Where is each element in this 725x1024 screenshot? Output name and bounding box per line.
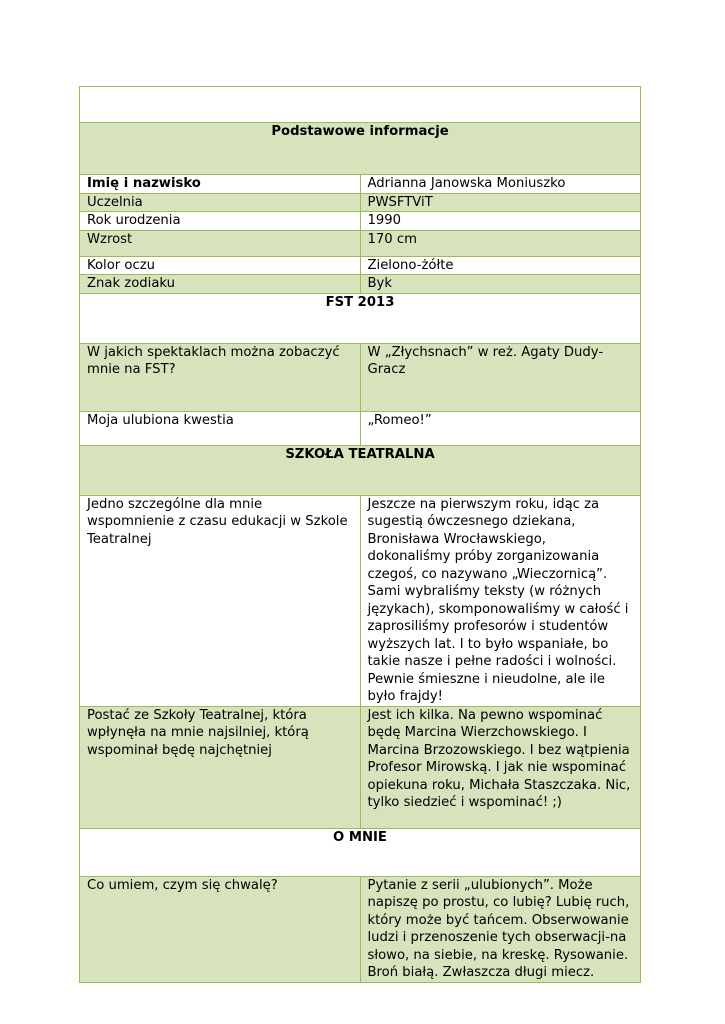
- table-row: [80, 706, 641, 828]
- row-value: Pytanie z serii „ulubionych”. Może napiszę po prostu, co lubię? Lubię ruch, który może być tańcem. Obserwowanie ludzi i przenoszenie tych obserwacji-na słowo, na siebie, na kreskę. Rysowanie. Broń białą. Zwłaszcza długi miecz.: [360, 876, 641, 982]
- section-title-fst: FST 2013: [80, 293, 641, 343]
- table-row: [80, 193, 641, 212]
- row-value: Jest ich kilka. Na pewno wspominać będę Marcina Wierzchowskiego. I Marcina Brzozowskiego. I bez wątpienia Profesor Mirowską. I jak nie wspominać opiekuna roku, Michała Staszczaka. Nic, tylko siedzieć i wspominać! ;): [360, 706, 641, 828]
- row-label: Jedno szczególne dla mnie wspomnienie z czasu edukacji w Szkole Teatralnej: [80, 495, 361, 706]
- table-row: [80, 256, 641, 275]
- row-value: Jeszcze na pierwszym roku, idąc za sugestią ówczesnego dziekana, Bronisława Wrocławskiego, dokonaliśmy próby zorganizowania czegoś, co nazywano „Wieczornicą”. Sami wybraliśmy teksty (w różnych językach), skomponowaliśmy w całość i zaprosiliśmy profesorów i studentów wyższych lat. I to było wspaniałe, bo takie nasze i pełne radości i wolności. Pewnie śmieszne i nieudolne, ale ile było frajdy!: [360, 495, 641, 706]
- row-label: Znak zodiaku: [80, 275, 361, 294]
- row-value: Adrianna Janowska Moniuszko: [360, 175, 641, 194]
- table-row: [80, 411, 641, 445]
- row-value: 1990: [360, 212, 641, 231]
- row-value: 170 cm: [360, 230, 641, 256]
- section-row-basic: [80, 123, 641, 175]
- table-row: [80, 876, 641, 982]
- row-label: Moja ulubiona kwestia: [80, 411, 361, 445]
- section-row-school: [80, 445, 641, 495]
- row-label: Postać ze Szkoły Teatralnej, która wpłynęła na mnie najsilniej, którą wspominał będę najchętniej: [80, 706, 361, 828]
- section-row-about: [80, 828, 641, 876]
- blank-header-cell: [80, 87, 641, 123]
- row-label: Co umiem, czym się chwalę?: [80, 876, 361, 982]
- row-value: W „Złychsnach” w reż. Agaty Dudy-Gracz: [360, 343, 641, 411]
- table-row: [80, 230, 641, 256]
- row-label: W jakich spektaklach można zobaczyć mnie na FST?: [80, 343, 361, 411]
- table-row: [80, 495, 641, 706]
- row-value: Byk: [360, 275, 641, 294]
- table-row: [80, 343, 641, 411]
- row-label: Imię i nazwisko: [80, 175, 361, 194]
- table-row: [80, 212, 641, 231]
- table-row: [80, 275, 641, 294]
- table-row: [80, 175, 641, 194]
- section-title-school: SZKOŁA TEATRALNA: [80, 445, 641, 495]
- row-value: „Romeo!”: [360, 411, 641, 445]
- section-title-about: O MNIE: [80, 828, 641, 876]
- row-label: Rok urodzenia: [80, 212, 361, 231]
- section-row-fst: [80, 293, 641, 343]
- row-label: Kolor oczu: [80, 256, 361, 275]
- profile-table: [79, 86, 641, 983]
- blank-header-row: [80, 87, 641, 123]
- row-value: PWSFTViT: [360, 193, 641, 212]
- row-label: Uczelnia: [80, 193, 361, 212]
- row-value: Zielono-żółte: [360, 256, 641, 275]
- row-label: Wzrost: [80, 230, 361, 256]
- section-title-basic: Podstawowe informacje: [80, 123, 641, 175]
